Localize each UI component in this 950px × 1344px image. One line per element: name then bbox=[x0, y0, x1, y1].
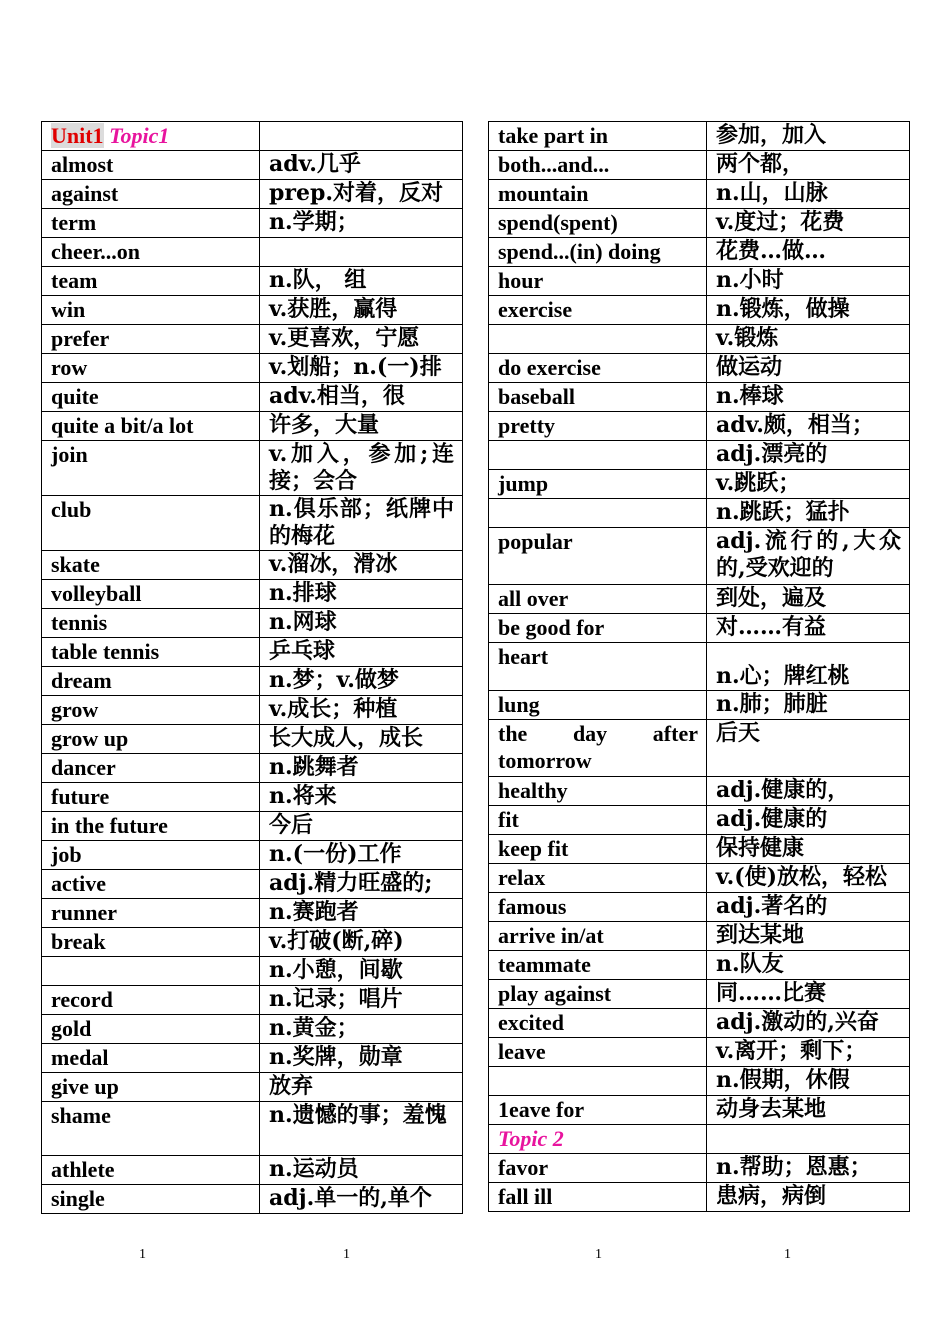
chinese-meaning: 到处，遍及 bbox=[707, 585, 910, 614]
page-number: 1 bbox=[595, 1247, 602, 1262]
vocab-table-left bbox=[41, 121, 463, 1214]
english-term: the day after tomorrow bbox=[489, 720, 707, 777]
chinese-meaning: 两个都， bbox=[707, 151, 910, 180]
english-term: skate bbox=[42, 551, 260, 580]
chinese-meaning: adj.激动的,兴奋 bbox=[707, 1009, 910, 1038]
table-row bbox=[489, 806, 910, 835]
chinese-meaning: n.(一份)工作 bbox=[260, 841, 463, 870]
table-row bbox=[489, 835, 910, 864]
english-term: grow bbox=[42, 696, 260, 725]
table-row bbox=[42, 441, 463, 496]
chinese-meaning: n.黄金； bbox=[260, 1015, 463, 1044]
table-row bbox=[42, 354, 463, 383]
chinese-meaning: 到达某地 bbox=[707, 922, 910, 951]
english-term: arrive in/at bbox=[489, 922, 707, 951]
table-row bbox=[42, 841, 463, 870]
english-term: team bbox=[42, 267, 260, 296]
english-term: play against bbox=[489, 980, 707, 1009]
chinese-meaning: adv.几乎 bbox=[260, 151, 463, 180]
chinese-meaning: adv.颇，相当； bbox=[707, 412, 910, 441]
table-row bbox=[489, 412, 910, 441]
chinese-meaning: v.离开；剩下； bbox=[707, 1038, 910, 1067]
english-term bbox=[489, 1067, 707, 1096]
table-row bbox=[489, 267, 910, 296]
english-term: fall ill bbox=[489, 1183, 707, 1212]
english-term: table tennis bbox=[42, 638, 260, 667]
english-term: jump bbox=[489, 470, 707, 499]
chinese-meaning: adj.单一的,单个 bbox=[260, 1185, 463, 1214]
table-row bbox=[42, 754, 463, 783]
english-term: exercise bbox=[489, 296, 707, 325]
table-row bbox=[489, 441, 910, 470]
chinese-meaning: n.排球 bbox=[260, 580, 463, 609]
chinese-meaning: adv.相当，很 bbox=[260, 383, 463, 412]
unit-label: Unit1 bbox=[51, 123, 104, 148]
chinese-meaning: n.跳跃；猛扑 bbox=[707, 499, 910, 528]
chinese-meaning: n.赛跑者 bbox=[260, 899, 463, 928]
table-row bbox=[42, 667, 463, 696]
english-term: take part in bbox=[489, 122, 707, 151]
chinese-meaning: n.俱乐部；纸牌中的梅花 bbox=[260, 496, 463, 551]
table-row bbox=[42, 1073, 463, 1102]
english-term: fit bbox=[489, 806, 707, 835]
english-term bbox=[42, 957, 260, 986]
english-term: term bbox=[42, 209, 260, 238]
chinese-meaning: n.奖牌，勋章 bbox=[260, 1044, 463, 1073]
chinese-meaning: prep.对着，反对 bbox=[260, 180, 463, 209]
table-row bbox=[42, 1185, 463, 1214]
chinese-meaning: 放弃 bbox=[260, 1073, 463, 1102]
chinese-meaning: v.划船；n.(一)排 bbox=[260, 354, 463, 383]
english-term: pretty bbox=[489, 412, 707, 441]
table-row bbox=[489, 1183, 910, 1212]
english-term: volleyball bbox=[42, 580, 260, 609]
table-row bbox=[489, 180, 910, 209]
english-term: job bbox=[42, 841, 260, 870]
table-row bbox=[42, 180, 463, 209]
table-row bbox=[42, 1015, 463, 1044]
table-row bbox=[42, 325, 463, 354]
chinese-meaning: n.网球 bbox=[260, 609, 463, 638]
english-term: mountain bbox=[489, 180, 707, 209]
table-row bbox=[42, 783, 463, 812]
table-row bbox=[489, 893, 910, 922]
chinese-meaning: adj.流行的,大众的,受欢迎的 bbox=[707, 528, 910, 585]
english-term: medal bbox=[42, 1044, 260, 1073]
table-row bbox=[42, 122, 463, 151]
chinese-meaning: 花费…做… bbox=[707, 238, 910, 267]
chinese-meaning: 今后 bbox=[260, 812, 463, 841]
chinese-meaning: v.度过；花费 bbox=[707, 209, 910, 238]
chinese-meaning: 保持健康 bbox=[707, 835, 910, 864]
english-term: row bbox=[42, 354, 260, 383]
english-term: spend(spent) bbox=[489, 209, 707, 238]
table-row bbox=[489, 499, 910, 528]
english-term: active bbox=[42, 870, 260, 899]
topic-header-cell bbox=[489, 1125, 707, 1154]
english-term: shame bbox=[42, 1102, 260, 1156]
empty-cell bbox=[260, 122, 463, 151]
english-term: spend...(in) doing bbox=[489, 238, 707, 267]
table-row bbox=[489, 470, 910, 499]
topic-label: Topic1 bbox=[109, 123, 170, 148]
table-row bbox=[42, 580, 463, 609]
table-row bbox=[489, 691, 910, 720]
chinese-meaning: n.小时 bbox=[707, 267, 910, 296]
english-term: runner bbox=[42, 899, 260, 928]
english-term: all over bbox=[489, 585, 707, 614]
chinese-meaning: adj.漂亮的 bbox=[707, 441, 910, 470]
table-row bbox=[42, 1156, 463, 1185]
topic-label: Topic 2 bbox=[498, 1126, 564, 1151]
chinese-meaning: 同……比赛 bbox=[707, 980, 910, 1009]
table-row bbox=[42, 957, 463, 986]
english-term: heart bbox=[489, 643, 707, 691]
chinese-meaning: adj.健康的 bbox=[707, 806, 910, 835]
table-row bbox=[42, 267, 463, 296]
table-row bbox=[489, 528, 910, 585]
chinese-meaning: adj.健康的， bbox=[707, 777, 910, 806]
table-row bbox=[489, 720, 910, 777]
chinese-meaning: 参加，加入 bbox=[707, 122, 910, 151]
english-term: baseball bbox=[489, 383, 707, 412]
table-row bbox=[42, 209, 463, 238]
chinese-meaning: 对……有益 bbox=[707, 614, 910, 643]
chinese-meaning bbox=[707, 1125, 910, 1154]
english-term: tennis bbox=[42, 609, 260, 638]
english-term bbox=[489, 441, 707, 470]
chinese-meaning: v.成长；种植 bbox=[260, 696, 463, 725]
english-term: do exercise bbox=[489, 354, 707, 383]
table-row bbox=[489, 383, 910, 412]
table-row bbox=[489, 643, 910, 691]
table-row bbox=[42, 1044, 463, 1073]
english-term: break bbox=[42, 928, 260, 957]
chinese-meaning: 患病，病倒 bbox=[707, 1183, 910, 1212]
table-row bbox=[42, 296, 463, 325]
english-term: be good for bbox=[489, 614, 707, 643]
table-row bbox=[489, 1125, 910, 1154]
chinese-meaning: 许多，大量 bbox=[260, 412, 463, 441]
english-term: popular bbox=[489, 528, 707, 585]
table-row bbox=[42, 551, 463, 580]
table-row bbox=[489, 325, 910, 354]
english-term: cheer...on bbox=[42, 238, 260, 267]
english-term: future bbox=[42, 783, 260, 812]
chinese-meaning: 动身去某地 bbox=[707, 1096, 910, 1125]
table-row bbox=[42, 412, 463, 441]
table-row bbox=[489, 354, 910, 383]
table-row bbox=[489, 209, 910, 238]
english-term: join bbox=[42, 441, 260, 496]
table-row bbox=[42, 238, 463, 267]
chinese-meaning: n.跳舞者 bbox=[260, 754, 463, 783]
chinese-meaning: n.遗憾的事；羞愧 bbox=[260, 1102, 463, 1156]
chinese-meaning: 后天 bbox=[707, 720, 910, 777]
page-number: 1 bbox=[343, 1247, 350, 1262]
table-row bbox=[489, 1038, 910, 1067]
chinese-meaning: n.锻炼，做操 bbox=[707, 296, 910, 325]
table-row bbox=[42, 812, 463, 841]
english-term: leave bbox=[489, 1038, 707, 1067]
chinese-meaning: n.帮助；恩惠； bbox=[707, 1154, 910, 1183]
english-term: dancer bbox=[42, 754, 260, 783]
chinese-meaning: n.棒球 bbox=[707, 383, 910, 412]
chinese-meaning: n.梦；v.做梦 bbox=[260, 667, 463, 696]
table-row bbox=[489, 1067, 910, 1096]
table-row bbox=[42, 1102, 463, 1156]
english-term: both...and... bbox=[489, 151, 707, 180]
english-term: athlete bbox=[42, 1156, 260, 1185]
table-row bbox=[42, 696, 463, 725]
english-term: favor bbox=[489, 1154, 707, 1183]
chinese-meaning: n.学期； bbox=[260, 209, 463, 238]
chinese-meaning: n.运动员 bbox=[260, 1156, 463, 1185]
table-row bbox=[42, 725, 463, 754]
chinese-meaning: adj.精力旺盛的; bbox=[260, 870, 463, 899]
english-term: grow up bbox=[42, 725, 260, 754]
table-row bbox=[489, 951, 910, 980]
chinese-meaning: n.肺；肺脏 bbox=[707, 691, 910, 720]
english-term: 1eave for bbox=[489, 1096, 707, 1125]
english-term: single bbox=[42, 1185, 260, 1214]
table-row bbox=[489, 122, 910, 151]
english-term: win bbox=[42, 296, 260, 325]
table-row bbox=[489, 922, 910, 951]
english-term: almost bbox=[42, 151, 260, 180]
english-term: give up bbox=[42, 1073, 260, 1102]
table-row bbox=[489, 777, 910, 806]
english-term: dream bbox=[42, 667, 260, 696]
vocab-table-right bbox=[488, 121, 910, 1212]
chinese-meaning: v.(使)放松，轻松 bbox=[707, 864, 910, 893]
chinese-meaning bbox=[260, 238, 463, 267]
chinese-meaning: 做运动 bbox=[707, 354, 910, 383]
chinese-meaning: adj.著名的 bbox=[707, 893, 910, 922]
english-term: prefer bbox=[42, 325, 260, 354]
english-term: lung bbox=[489, 691, 707, 720]
table-row bbox=[489, 980, 910, 1009]
english-term: keep fit bbox=[489, 835, 707, 864]
english-term: record bbox=[42, 986, 260, 1015]
chinese-meaning: n.队， 组 bbox=[260, 267, 463, 296]
chinese-meaning: n.将来 bbox=[260, 783, 463, 812]
table-row bbox=[489, 238, 910, 267]
table-row bbox=[489, 151, 910, 180]
table-row bbox=[489, 1009, 910, 1038]
english-term: in the future bbox=[42, 812, 260, 841]
chinese-meaning: 乒乓球 bbox=[260, 638, 463, 667]
english-term: teammate bbox=[489, 951, 707, 980]
english-term: gold bbox=[42, 1015, 260, 1044]
chinese-meaning: n.队友 bbox=[707, 951, 910, 980]
english-term: quite bbox=[42, 383, 260, 412]
table-row bbox=[42, 870, 463, 899]
chinese-meaning: n.心；牌红桃 bbox=[707, 643, 910, 691]
chinese-meaning: v.加入，参加;连接；会合 bbox=[260, 441, 463, 496]
english-term: quite a bit/a lot bbox=[42, 412, 260, 441]
table-row bbox=[42, 928, 463, 957]
english-term bbox=[489, 499, 707, 528]
chinese-meaning: v.打破(断,碎) bbox=[260, 928, 463, 957]
table-row bbox=[42, 986, 463, 1015]
table-row bbox=[42, 638, 463, 667]
chinese-meaning: v.溜冰，滑冰 bbox=[260, 551, 463, 580]
table-row bbox=[42, 383, 463, 412]
chinese-meaning: n.假期，休假 bbox=[707, 1067, 910, 1096]
table-row bbox=[42, 899, 463, 928]
table-row bbox=[489, 1096, 910, 1125]
english-term: against bbox=[42, 180, 260, 209]
page-number: 1 bbox=[139, 1247, 146, 1262]
chinese-meaning: n.山，山脉 bbox=[707, 180, 910, 209]
english-term: relax bbox=[489, 864, 707, 893]
english-term bbox=[489, 325, 707, 354]
english-term: excited bbox=[489, 1009, 707, 1038]
table-row bbox=[42, 496, 463, 551]
table-row bbox=[489, 296, 910, 325]
table-row bbox=[42, 609, 463, 638]
table-row bbox=[489, 614, 910, 643]
chinese-meaning: v.更喜欢，宁愿 bbox=[260, 325, 463, 354]
chinese-meaning: n.记录；唱片 bbox=[260, 986, 463, 1015]
english-term: famous bbox=[489, 893, 707, 922]
unit-header-cell bbox=[42, 122, 260, 151]
chinese-meaning: v.跳跃； bbox=[707, 470, 910, 499]
table-row bbox=[42, 151, 463, 180]
chinese-meaning: 长大成人，成长 bbox=[260, 725, 463, 754]
table-row bbox=[489, 1154, 910, 1183]
page-number: 1 bbox=[784, 1247, 791, 1262]
english-term: hour bbox=[489, 267, 707, 296]
english-term: healthy bbox=[489, 777, 707, 806]
chinese-meaning: v.获胜，赢得 bbox=[260, 296, 463, 325]
chinese-meaning: v.锻炼 bbox=[707, 325, 910, 354]
english-term: club bbox=[42, 496, 260, 551]
table-row bbox=[489, 585, 910, 614]
chinese-meaning: n.小憩，间歇 bbox=[260, 957, 463, 986]
table-row bbox=[489, 864, 910, 893]
